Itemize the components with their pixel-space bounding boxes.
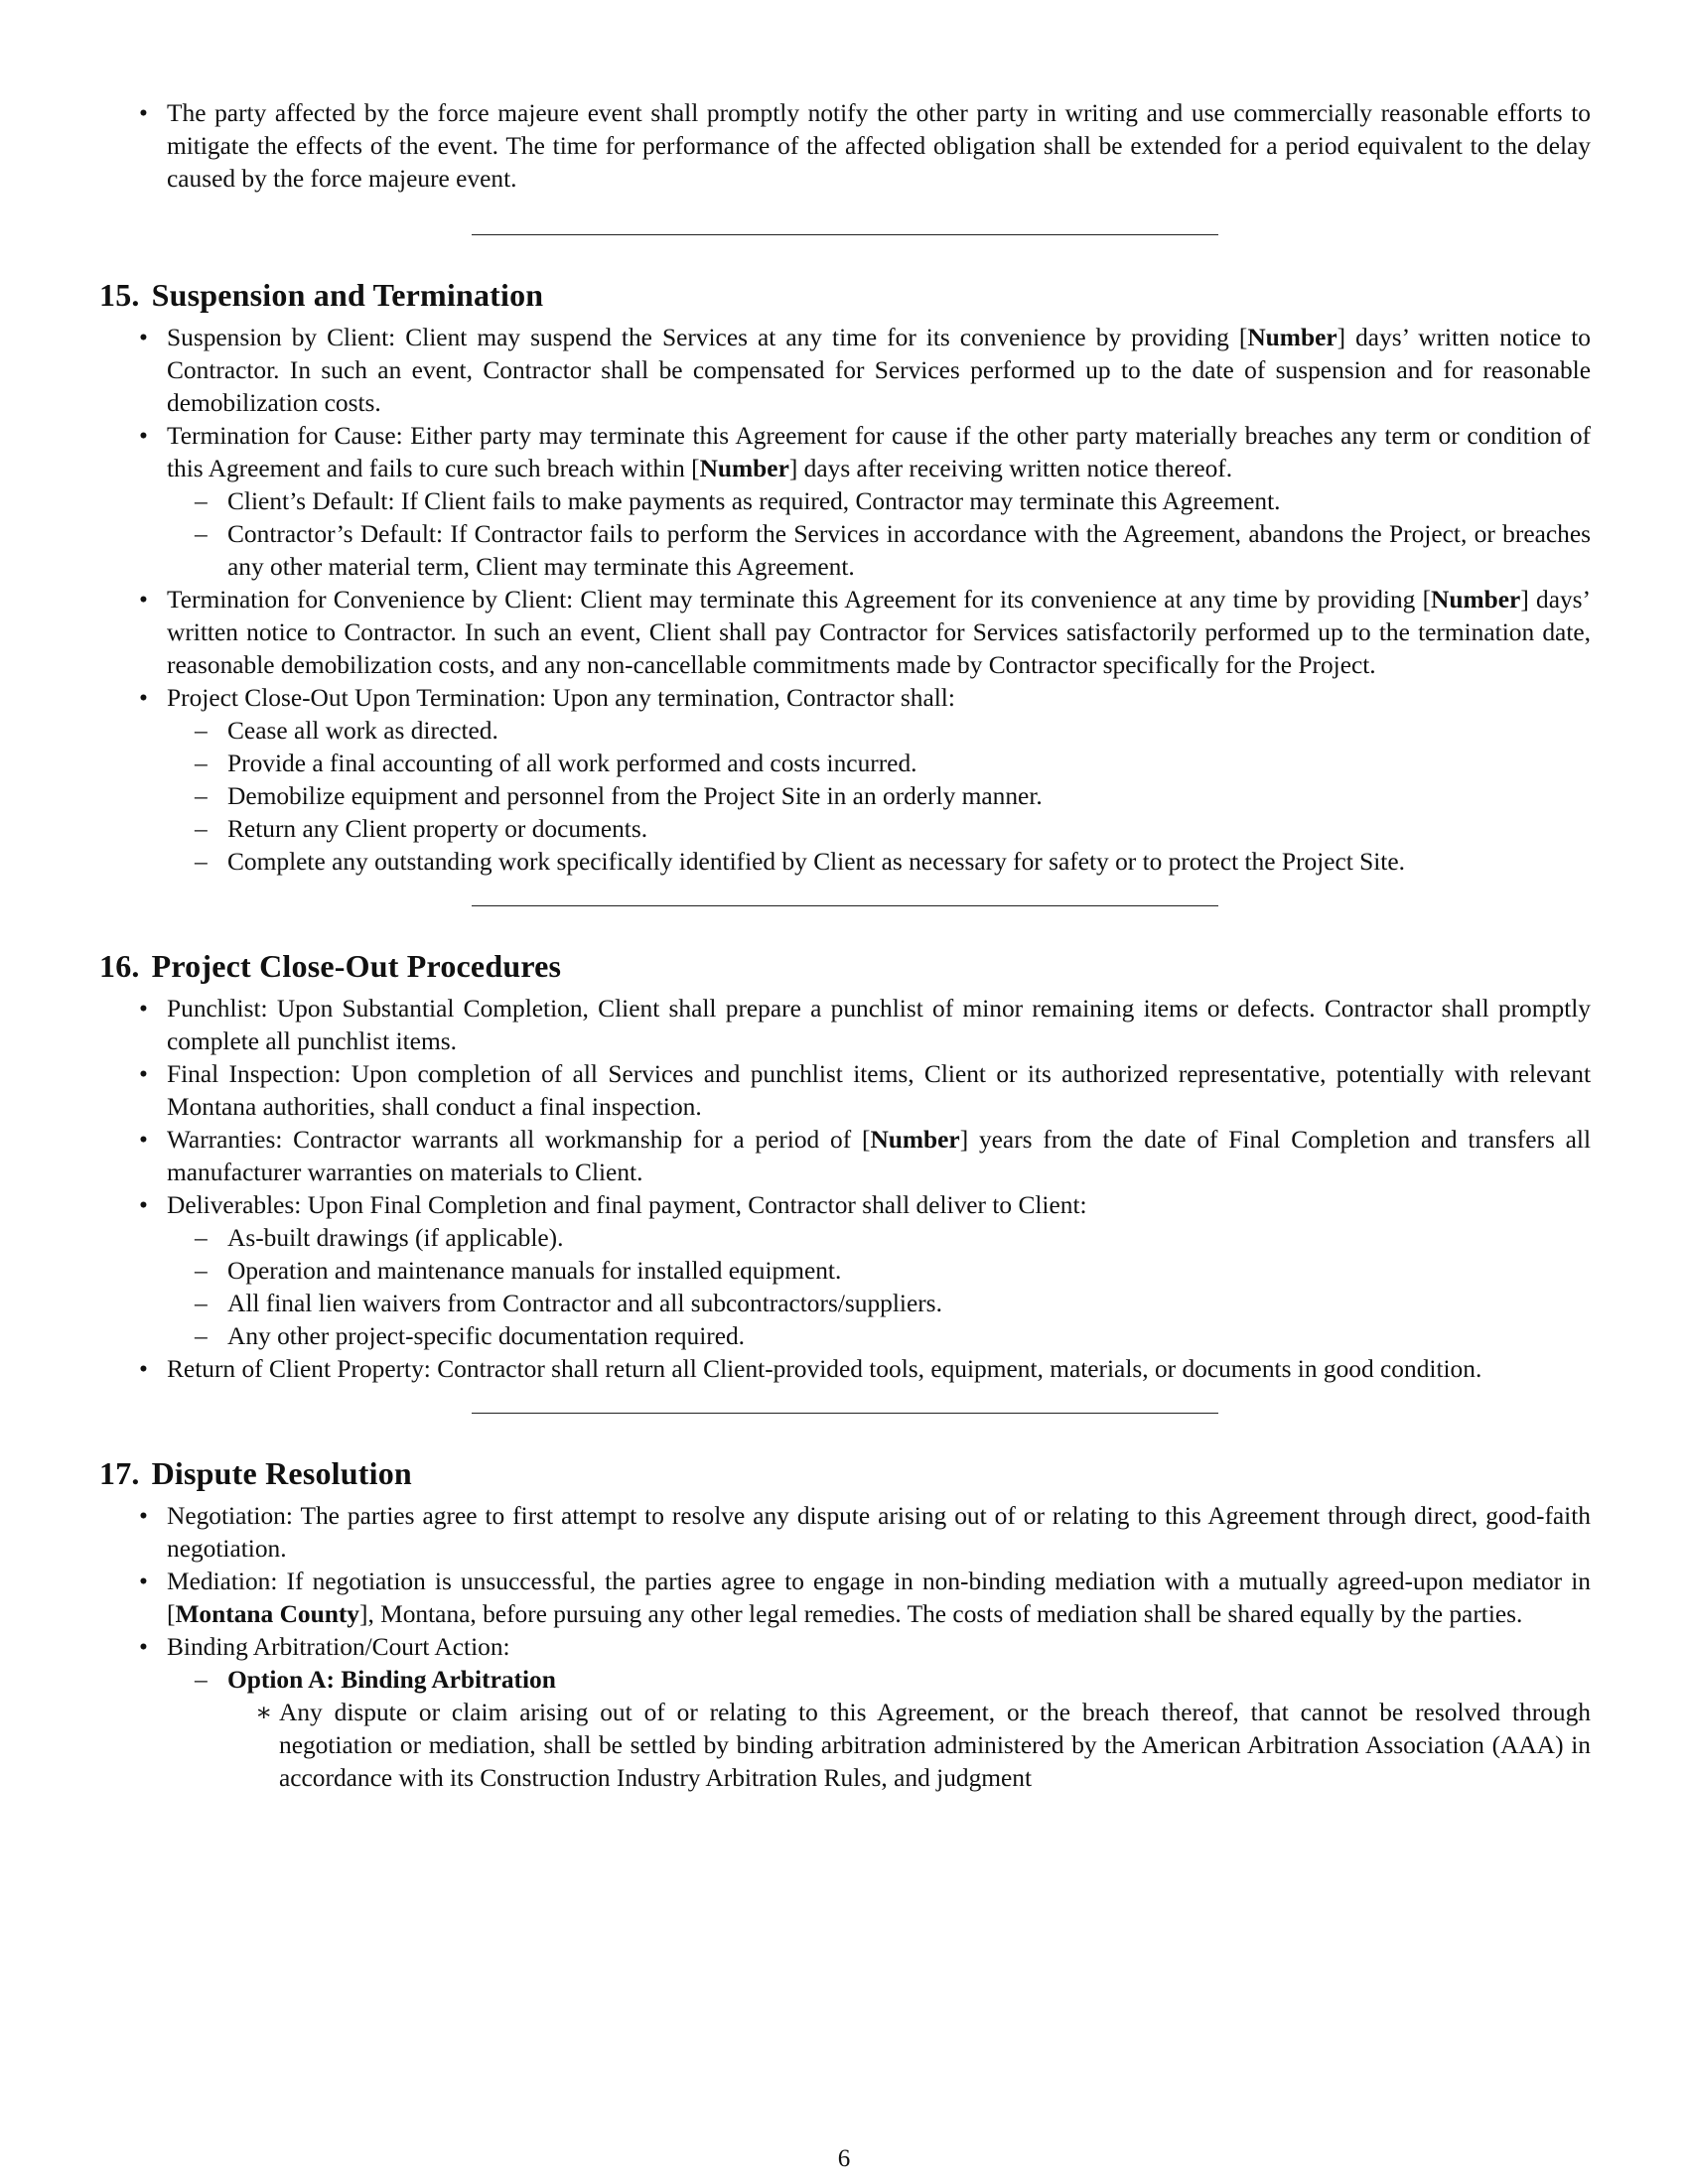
sub-list-item: – Cease all work as directed. [167,715,1591,748]
list-item [99,420,1591,584]
document-page [99,97,1591,1795]
sub-list-item: – Provide a final accounting of all work performed and costs incurred. [167,748,1591,780]
placeholder-field: Number [1247,324,1337,351]
sub-list-item: – Demobilize equipment and personnel from the Project Site in an orderly manner. [167,780,1591,813]
sub-list-item: – Operation and maintenance manuals for installed equipment. [167,1255,1591,1288]
sub-list-item: – Return any Client property or documents. [167,813,1591,846]
placeholder-field: Montana County [175,1600,359,1628]
section-17-list [99,1500,1591,1795]
section-number: 15. [99,277,140,313]
list-item [99,584,1591,682]
text-run: Binding Arbitration/Court Action: [167,1633,510,1661]
text-run: Suspension by Client: Client may suspend the Services at any time for its convenience by providing [ [167,324,1248,351]
section-title: Suspension and Termination [151,277,544,313]
list-item [99,1631,1591,1795]
text-run: ] days’ written notice to Contractor. In such an event, Client shall pay Contractor for Services satisfactorily performed up to the termination date, reasonable demobilization costs, and any non-cancellable commitments made by Contractor specifically for the Project. [167,586,1591,679]
text-run: Warranties: Contractor warrants all workmanship for a period of [ [167,1126,871,1154]
sub-list-item [167,1664,1591,1795]
text-run: Termination for Cause: Either party may terminate this Agreement for cause if the other party materially breaches any term or condition of this Agreement and fails to cure such breach within [ [167,422,1591,482]
list-item [99,1124,1591,1189]
sub-list-item: – All final lien waivers from Contractor and all subcontractors/suppliers. [167,1288,1591,1320]
option-title: Option A: Binding Arbitration [227,1666,556,1694]
list-item: • Return of Client Property: Contractor shall return all Client-provided tools, equipment, materials, or documents in good condition. [99,1353,1591,1386]
list-item: • Punchlist: Upon Substantial Completion, Client shall prepare a punchlist of minor remaining items or defects. Contractor shall promptly complete all punchlist items. [99,993,1591,1058]
text-run: Mediation: If negotiation is unsuccessful, the parties agree to engage in non-binding mediation with a mutually agreed-upon mediator in [ [167,1568,1591,1628]
list-item: • Negotiation: The parties agree to first attempt to resolve any dispute arising out of or relating to this Agreement through direct, good-faith negotiation. [99,1500,1591,1566]
sub-sub-list-item: ∗ Any dispute or claim arising out of or relating to this Agreement, or the breach thereof, that cannot be resolved through negotiation or mediation, shall be settled by binding arbitration administered by the American Arbitration Association (AAA) in accordance with its Construction Industry Arbitration Rules, and judgment [227,1697,1591,1795]
sub-list-item: – Client’s Default: If Client fails to make payments as required, Contractor may terminate this Agreement. [167,485,1591,518]
sub-list-item: – Any other project-specific documentation required. [167,1320,1591,1353]
sub-list [167,485,1591,584]
section-heading-15 [99,275,1591,315]
list-item [99,97,1591,196]
section-heading-16 [99,946,1591,986]
list-item [99,322,1591,420]
list-item: • Final Inspection: Upon completion of all Services and punchlist items, Client or its authorized representative, potentially with relevant Montana authorities, shall conduct a final inspection. [99,1058,1591,1124]
text-run: ] years from the date of Final Completion and transfers all manufacturer warranties on materials to Client. [167,1126,1591,1186]
text-run: Termination for Convenience by Client: Client may terminate this Agreement for its convenience at any time by providing [ [167,586,1432,614]
placeholder-field: Number [699,455,789,482]
placeholder-field: Number [870,1126,960,1154]
sub-list-item: – Contractor’s Default: If Contractor fails to perform the Services in accordance with the Agreement, abandons the Project, or breaches any other material term, Client may terminate this Agreement. [167,518,1591,584]
section-title: Project Close-Out Procedures [151,948,562,984]
text-run: Project Close-Out Upon Termination: Upon any termination, Contractor shall: [167,684,955,712]
sub-list-item: – Complete any outstanding work specifically identified by Client as necessary for safety or to protect the Project Site. [167,846,1591,879]
sub-list [167,1664,1591,1795]
text-run: Deliverables: Upon Final Completion and final payment, Contractor shall deliver to Client: [167,1191,1087,1219]
list-item-text: The party affected by the force majeure event shall promptly notify the other party in writing and use commercially reasonable efforts to mitigate the effects of the event. The time for performance of the affected obligation shall be extended for a period equivalent to the delay caused by the force majeure event. [167,99,1591,193]
text-run: ] days’ written notice to Contractor. In such an event, Contractor shall be compensated for Services performed up to the date of suspension and for reasonable demobilization costs. [167,324,1591,417]
sub-list [167,1222,1591,1353]
section-number: 16. [99,948,140,984]
section-16-list [99,993,1591,1386]
text-run: ] days after receiving written notice thereof. [788,455,1233,482]
placeholder-field: Number [1431,586,1521,614]
section-heading-17 [99,1453,1591,1493]
list-item [99,1566,1591,1631]
sub-list-item: – As-built drawings (if applicable). [167,1222,1591,1255]
section-15-list [99,322,1591,879]
force-majeure-list [99,97,1591,196]
page-number: 6 [837,2145,851,2172]
sub-sub-list [227,1697,1591,1795]
text-run: ], Montana, before pursuing any other legal remedies. The costs of mediation shall be shared equally by the parties. [359,1600,1523,1628]
sub-list [167,715,1591,879]
list-item [99,1189,1591,1353]
list-item [99,682,1591,879]
section-number: 17. [99,1455,140,1491]
section-title: Dispute Resolution [151,1455,412,1491]
